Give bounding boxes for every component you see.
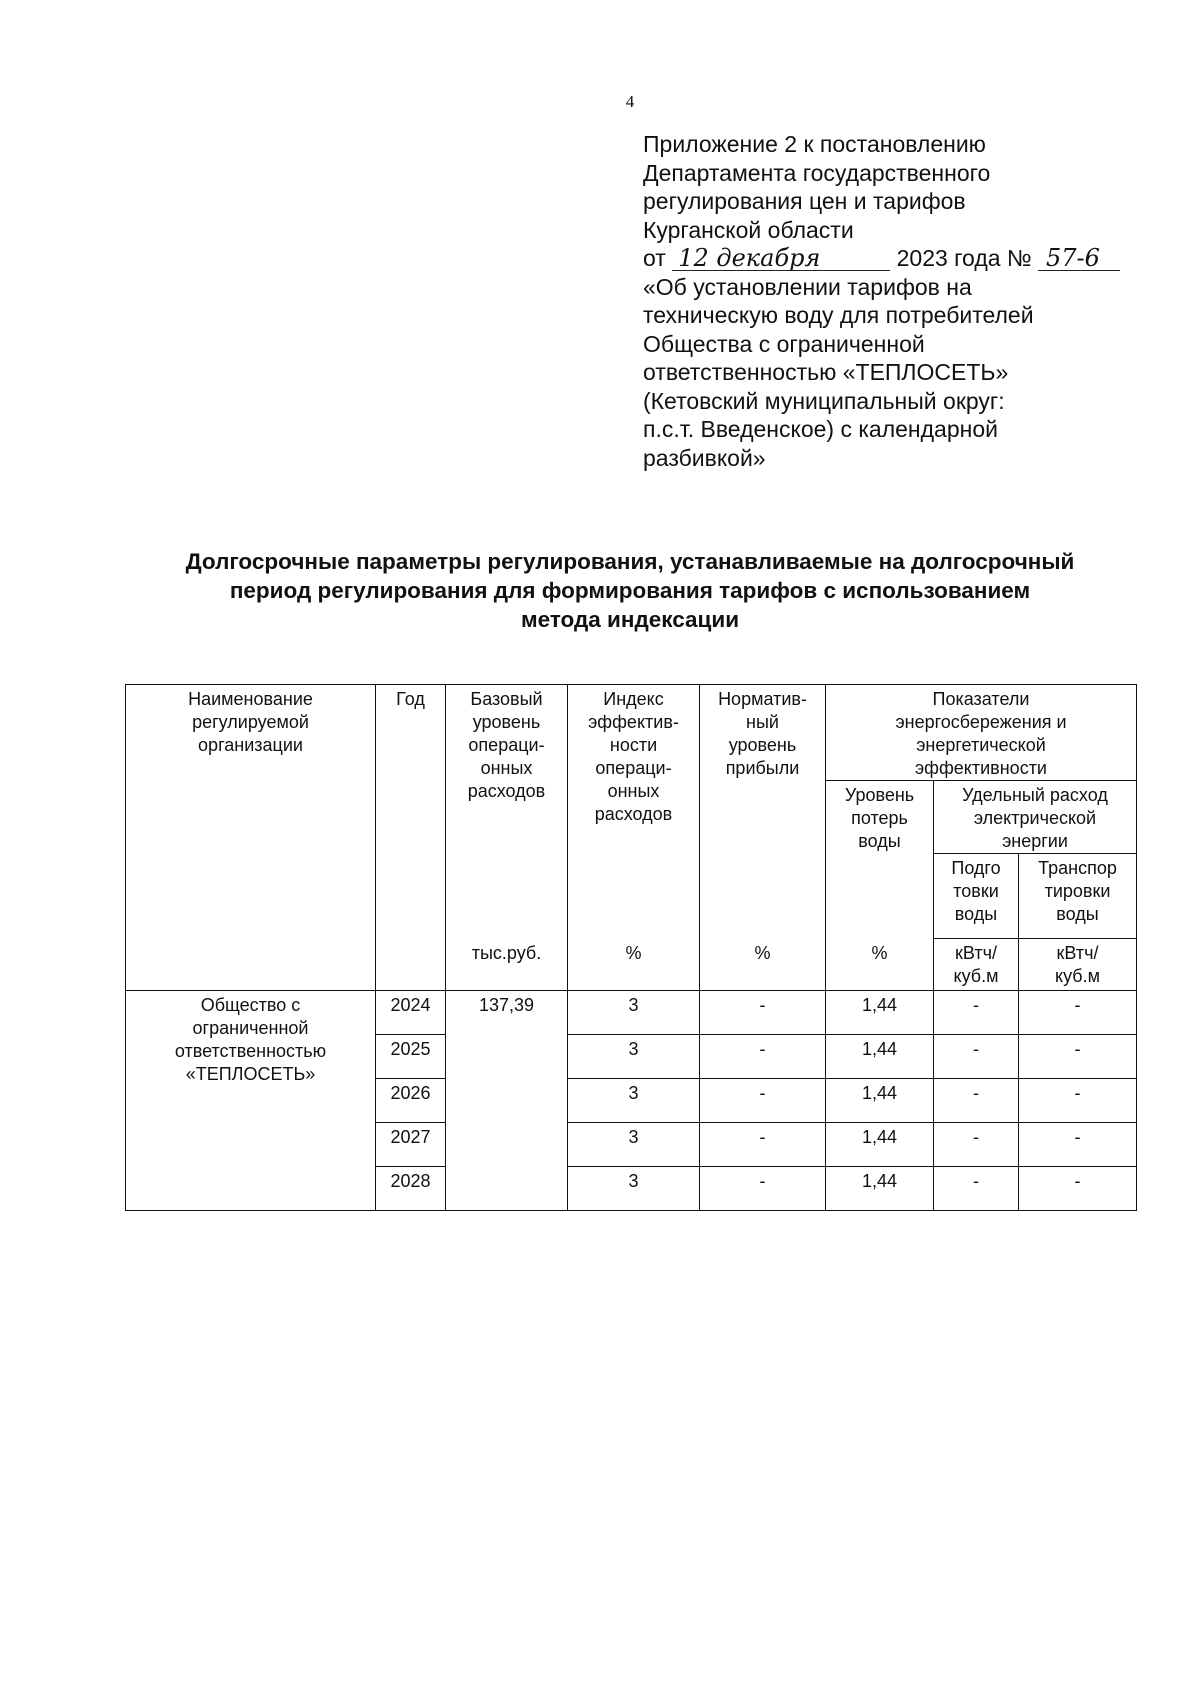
base-level-value: 137,39 xyxy=(446,991,568,1211)
cell-loss: 1,44 xyxy=(826,991,934,1035)
cell-transport: - xyxy=(1019,1035,1137,1079)
title-line: метода индексации xyxy=(520,607,740,632)
unit-profit-level: % xyxy=(700,939,826,991)
cell-year: 2024 xyxy=(376,991,446,1035)
appendix-block xyxy=(643,130,1123,472)
cell-year: 2028 xyxy=(376,1167,446,1211)
unit-efficiency-index: % xyxy=(568,939,700,991)
title-line: Долгосрочные параметры регулирования, устанавливаемые на долгосрочный xyxy=(185,549,1075,574)
cell-loss: 1,44 xyxy=(826,1079,934,1123)
appendix-line: ответственностью «ТЕПЛОСЕТЬ» xyxy=(643,359,1009,385)
page-number: 4 xyxy=(625,92,635,111)
cell-profit: - xyxy=(700,1079,826,1123)
appendix-line: «Об установлении тарифов на xyxy=(643,273,972,300)
cell-profit: - xyxy=(700,1123,826,1167)
parameters-table xyxy=(125,684,1137,1211)
header-water-loss: Уровень потерь воды xyxy=(826,781,934,939)
cell-year: 2027 xyxy=(376,1123,446,1167)
cell-loss: 1,44 xyxy=(826,1167,934,1211)
handwritten-date: 12 декабря xyxy=(672,246,890,271)
cell-year: 2026 xyxy=(376,1079,446,1123)
handwritten-number: 57-6 xyxy=(1038,246,1120,271)
header-base-level: Базовый уровень операци- онных расходов xyxy=(446,685,568,939)
cell-transport: - xyxy=(1019,1079,1137,1123)
date-line xyxy=(643,244,1123,273)
header-energy-indicators: Показатели энергосбережения и энергетической эффективности xyxy=(826,685,1137,781)
cell-loss: 1,44 xyxy=(826,1035,934,1079)
appendix-line: техническую воду для потребителей xyxy=(643,302,1034,328)
appendix-line: Приложение 2 к постановлению xyxy=(643,131,986,157)
header-profit-level: Норматив- ный уровень прибыли xyxy=(700,685,826,939)
cell-transport: - xyxy=(1019,991,1137,1035)
table-row xyxy=(126,991,1137,1035)
cell-prep: - xyxy=(934,1123,1019,1167)
unit-base-level: тыс.руб. xyxy=(446,939,568,991)
title-line: период регулирования для формирования тарифов с использованием xyxy=(229,578,1031,603)
date-prefix: от xyxy=(643,245,666,271)
cell-index: 3 xyxy=(568,991,700,1035)
unit-water-preparation: кВтч/ куб.м xyxy=(934,939,1019,991)
cell-profit: - xyxy=(700,1167,826,1211)
cell-loss: 1,44 xyxy=(826,1123,934,1167)
cell-transport: - xyxy=(1019,1123,1137,1167)
cell-year: 2025 xyxy=(376,1035,446,1079)
appendix-line: Общества с ограниченной xyxy=(643,330,925,357)
unit-water-transport: кВтч/ куб.м xyxy=(1019,939,1137,991)
year-text: 2023 года № xyxy=(896,245,1032,271)
appendix-line: Курганской области xyxy=(643,216,854,243)
cell-profit: - xyxy=(700,991,826,1035)
header-water-transport: Транспор тировки воды xyxy=(1019,854,1137,939)
appendix-line: разбивкой» xyxy=(643,444,766,471)
appendix-line: регулирования цен и тарифов xyxy=(643,188,966,214)
header-organization: Наименование регулируемой организации xyxy=(126,685,376,939)
cell-index: 3 xyxy=(568,1079,700,1123)
unit-water-loss: % xyxy=(826,939,934,991)
cell-index: 3 xyxy=(568,1123,700,1167)
cell-prep: - xyxy=(934,991,1019,1035)
appendix-line: п.с.т. Введенское) с календарной xyxy=(643,416,998,442)
appendix-line: (Кетовский муниципальный округ: xyxy=(643,387,1005,414)
header-efficiency-index: Индекс эффектив- ности операци- онных расходов xyxy=(568,685,700,939)
header-specific-consumption: Удельный расход электрической энергии xyxy=(934,781,1137,854)
unit-organization xyxy=(126,939,376,991)
cell-transport: - xyxy=(1019,1167,1137,1211)
header-year: Год xyxy=(376,685,446,991)
cell-prep: - xyxy=(934,1167,1019,1211)
cell-index: 3 xyxy=(568,1167,700,1211)
cell-profit: - xyxy=(700,1035,826,1079)
cell-prep: - xyxy=(934,1079,1019,1123)
cell-index: 3 xyxy=(568,1035,700,1079)
document-title xyxy=(140,547,1120,634)
organization-name: Общество с ограниченной ответственностью «ТЕПЛОСЕТЬ» xyxy=(126,991,376,1211)
appendix-line: Департамента государственного xyxy=(643,159,991,186)
cell-prep: - xyxy=(934,1035,1019,1079)
header-water-preparation: Подго товки воды xyxy=(934,854,1019,939)
